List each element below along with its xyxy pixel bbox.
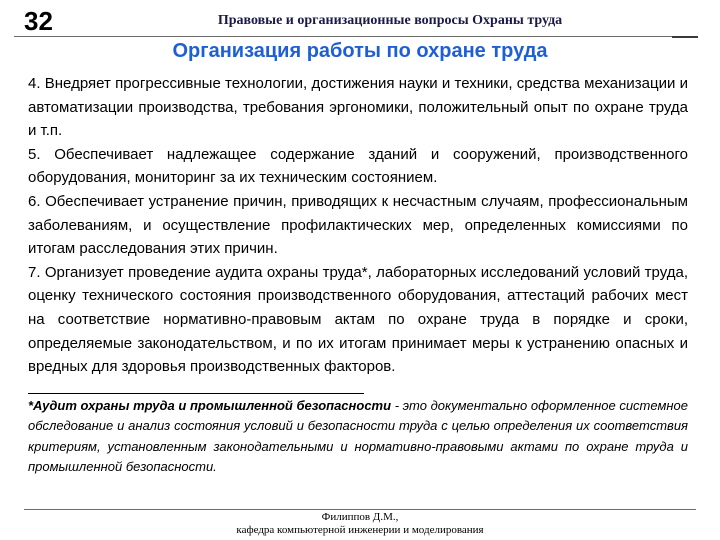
footnote-definition: - это документально оформленное системное обследование и анализ состояния условий и безопасности труда с целью определения их соответствия критериям, установленным законодательными и нормативно-правовыми актами по охране труда и промышленной безопасности. xyxy=(28,398,688,475)
footer xyxy=(120,511,600,537)
footer-divider xyxy=(24,509,696,510)
slide-heading: Организация работы по охране труда xyxy=(172,40,548,62)
header-divider-accent xyxy=(672,36,698,38)
header-divider xyxy=(14,36,696,37)
footnote-separator xyxy=(28,393,364,394)
footer-author: Филиппов Д.М., xyxy=(321,511,399,523)
footnote-term: *Аудит охраны труда и промышленной безопасности xyxy=(28,398,392,413)
slide-number: 32 xyxy=(24,6,53,36)
list-item: 7. Организует проведение аудита охраны труда*, лабораторных исследований условий труда, оценку технического состояния производственного оборудования, аттестаций рабочих мест на соответствие нормативно-правовым актам по охране труда в порядке и сроки, определяемые законодательством, и по их итогам принимает меры к устранению опасных и вредных для здоровья производственных факторов. xyxy=(28,263,688,376)
footer-department: кафедра компьютерной инженерии и моделирования xyxy=(236,524,484,536)
header-title: Правовые и организационные вопросы Охраны труда xyxy=(217,13,563,28)
list-item: 6. Обеспечивает устранение причин, приводящих к несчастным случаям, профессиональным заболеваниям, и осуществление профилактических мер, определенных комиссиями по итогам расследования этих причин. xyxy=(28,192,688,258)
list-item: 4. Внедряет прогрессивные технологии, достижения науки и техники, средства механизации и автоматизации производства, требования эргономики, положительный опыт по охране труда и т.п. xyxy=(28,75,688,140)
footnote xyxy=(28,396,688,478)
list-item: 5. Обеспечивает надлежащее содержание зданий и сооружений, производственного оборудования, мониторинг за их техническим состоянием. xyxy=(28,145,688,187)
body-text xyxy=(28,72,688,379)
